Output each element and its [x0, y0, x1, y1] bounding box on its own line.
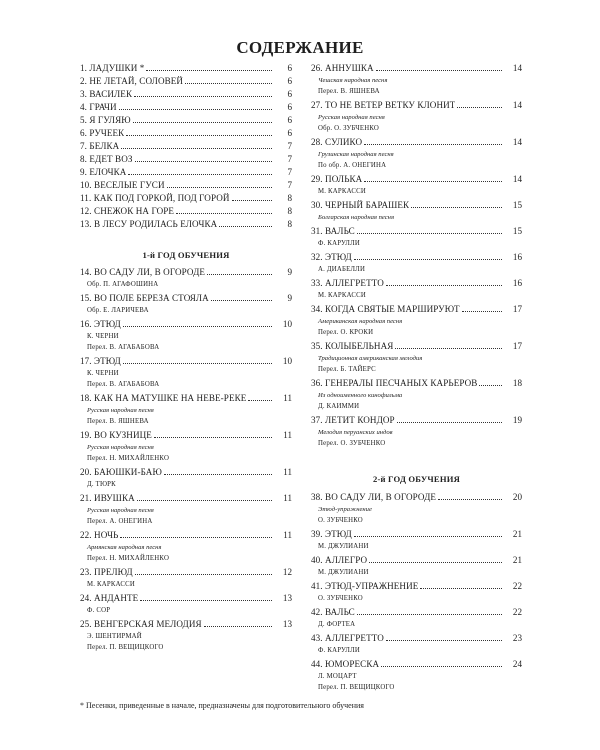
toc-entry[interactable] [80, 566, 292, 592]
toc-entry-page: 8 [287, 206, 292, 216]
page-title: СОДЕРЖАНИЕ [236, 38, 364, 57]
toc-entry[interactable] [311, 303, 522, 340]
dot-leader [462, 311, 502, 312]
toc-entry-title: 11. КАК ПОД ГОРКОЙ, ПОД ГОРОЙ [80, 193, 230, 203]
dot-leader [364, 181, 502, 182]
toc-entry-title: 13. В ЛЕСУ РОДИЛАСЬ ЕЛОЧКА [80, 219, 218, 229]
toc-entry-line [80, 114, 274, 127]
toc-entry-credit: Перел. А. ОНЕГИНА [87, 518, 153, 525]
dot-leader [232, 200, 272, 201]
year1-list [80, 266, 292, 655]
toc-entry-credit: Перел. В. ЯШНЕВА [318, 88, 380, 95]
toc-entry-credit: М. ДЖУЛИАНИ [318, 543, 369, 550]
toc-entry[interactable] [80, 140, 292, 153]
toc-entry-title: 25. ВЕНГЕРСКАЯ МЕЛОДИЯ [80, 619, 202, 629]
toc-entry-page: 7 [287, 141, 292, 151]
toc-left-column [80, 62, 292, 655]
toc-entry-credit: А. ДИАБЕЛЛИ [318, 266, 366, 273]
toc-entry-title: 37. ЛЕТИТ КОНДОР [311, 415, 395, 425]
toc-entry-title: 41. ЭТЮД-УПРАЖНЕНИЕ [311, 581, 419, 591]
toc-entry-page: 24 [512, 659, 522, 669]
dot-leader [204, 626, 272, 627]
toc-entry-title: 4. ГРАЧИ [80, 102, 117, 112]
toc-entry-page: 11 [283, 430, 292, 440]
toc-entry-credit: Перел. О. КРОКИ [318, 329, 374, 336]
year2-list [311, 491, 522, 695]
dot-leader [248, 400, 272, 401]
toc-entry[interactable] [311, 277, 522, 303]
dot-leader [134, 96, 272, 97]
toc-entry-title: 20. БАЮШКИ-БАЮ [80, 467, 162, 477]
toc-entry[interactable] [311, 225, 522, 251]
dot-leader [438, 499, 502, 500]
toc-entry-title: 28. СУЛИКО [311, 137, 363, 147]
toc-entry-title: 23. ПРЕЛЮД [80, 567, 133, 577]
toc-entry-title: 21. ИВУШКА [80, 493, 135, 503]
toc-entry-credit: Перел. Б. ТАЙЕРС [318, 366, 376, 373]
toc-entry-title: 39. ЭТЮД [311, 529, 352, 539]
toc-entry-line [311, 377, 504, 390]
toc-entry-note: Русская народная песня [318, 114, 385, 121]
toc-entry[interactable] [80, 355, 292, 392]
toc-entry-page: 16 [512, 252, 522, 262]
toc-entry-title: 24. АНДАНТЕ [80, 593, 139, 603]
toc-entry-title: 18. КАК НА МАТУШКЕ НА НЕВЕ-РЕКЕ [80, 393, 247, 403]
toc-entry-line [311, 199, 504, 212]
toc-entry-note: Американская народная песня [318, 318, 403, 325]
toc-entry-line [311, 491, 504, 504]
toc-entry-line [80, 127, 274, 140]
toc-entry-credit: Ф. СОР [87, 607, 111, 614]
toc-entry-credit: Д. ТЮРК [87, 481, 116, 488]
toc-entry-page: 9 [287, 293, 292, 303]
toc-entry-title: 10. ВЕСЕЛЫЕ ГУСИ [80, 180, 165, 190]
toc-entry-credit: Ф. КАРУЛЛИ [318, 240, 360, 247]
toc-entry-title: 26. АННУШКА [311, 63, 374, 73]
toc-entry-credit: Э. ШЕНТИРМАЙ [87, 633, 142, 640]
toc-entry-credit: Перел. В. АГАБАБОВА [87, 381, 160, 388]
toc-entry[interactable] [311, 251, 522, 277]
dot-leader [211, 300, 272, 301]
toc-entry-page: 10 [282, 319, 292, 329]
toc-entry-title: 30. ЧЕРНЫЙ БАРАШЕК [311, 200, 410, 210]
toc-entry-line [80, 153, 274, 166]
toc-entry-title: 27. ТО НЕ ВЕТЕР ВЕТКУ КЛОНИТ [311, 100, 456, 110]
toc-entry-line [80, 101, 274, 114]
dot-leader [386, 285, 502, 286]
toc-entry-page: 21 [512, 555, 522, 565]
toc-entry-title: 2. НЕ ЛЕТАЙ, СОЛОВЕЙ [80, 76, 184, 86]
toc-entry[interactable] [80, 166, 292, 179]
toc-entry-page: 16 [512, 278, 522, 288]
toc-entry[interactable] [80, 114, 292, 127]
toc-entry-line [311, 606, 504, 619]
toc-entry-title: 15. ВО ПОЛЕ БЕРЕЗА СТОЯЛА [80, 293, 209, 303]
toc-entry-line [80, 179, 274, 192]
toc-entry-credit: О. ЗУБЧЕНКО [318, 517, 363, 524]
toc-entry-title: 36. ГЕНЕРАЛЫ ПЕСЧАНЫХ КАРЬЕРОВ [311, 378, 478, 388]
toc-entry-note: Грузинская народная песня [318, 151, 394, 158]
toc-entry-page: 13 [282, 593, 292, 603]
toc-entry-note: Болгарская народная песня [318, 214, 395, 221]
toc-entry-credit: Ф. КАРУЛЛИ [318, 647, 360, 654]
toc-entry-title: 35. КОЛЫБЕЛЬНАЯ [311, 341, 394, 351]
toc-entry-page: 6 [287, 102, 292, 112]
toc-entry-page: 7 [287, 154, 292, 164]
toc-entry-page: 8 [287, 219, 292, 229]
toc-entry-credit: М. ДЖУЛИАНИ [318, 569, 369, 576]
dot-leader [176, 213, 272, 214]
toc-entry-line [80, 166, 274, 179]
toc-entry[interactable] [311, 528, 522, 554]
toc-entry-line [80, 566, 274, 579]
dot-leader [479, 385, 502, 386]
dot-leader [364, 144, 502, 145]
toc-entry-page: 14 [512, 137, 522, 147]
dot-leader [354, 259, 502, 260]
dot-leader [120, 537, 272, 538]
toc-entry[interactable] [80, 192, 292, 205]
toc-entry-line [80, 205, 274, 218]
toc-entry-page: 6 [287, 128, 292, 138]
dot-leader [154, 437, 272, 438]
dot-leader [354, 536, 502, 537]
toc-entry-line [311, 340, 504, 353]
toc-entry-title: 29. ПОЛЬКА [311, 174, 363, 184]
toc-entry-note: Русская народная песня [87, 507, 154, 514]
toc-entry[interactable] [80, 88, 292, 101]
dot-leader [128, 174, 272, 175]
entry-spacer [80, 653, 274, 655]
toc-entry-note: Мелодия перуанских индов [318, 429, 393, 436]
toc-entry-line [80, 429, 274, 442]
dot-leader [164, 474, 272, 475]
toc-entry-page: 11 [283, 530, 292, 540]
toc-entry-line [80, 392, 274, 405]
toc-entry-title: 3. ВАСИЛЕК [80, 89, 133, 99]
toc-entry-page: 10 [282, 356, 292, 366]
toc-entry[interactable] [80, 318, 292, 355]
toc-entry-page: 14 [512, 100, 522, 110]
toc-entry[interactable] [311, 173, 522, 199]
toc-entry-page: 12 [282, 567, 292, 577]
dot-leader [357, 614, 502, 615]
toc-entry-line [80, 266, 274, 279]
toc-entry-title: 19. ВО КУЗНИЦЕ [80, 430, 152, 440]
toc-entry[interactable] [80, 205, 292, 218]
toc-entry-title: 38. ВО САДУ ЛИ, В ОГОРОДЕ [311, 492, 437, 502]
toc-entry-line [311, 62, 504, 75]
toc-entry[interactable] [311, 136, 522, 173]
dot-leader [397, 422, 502, 423]
toc-entry-line [80, 492, 274, 505]
toc-entry-page: 19 [512, 415, 522, 425]
toc-entry-title: 33. АЛЛЕГРЕТТО [311, 278, 384, 288]
toc-entry-page: 17 [512, 341, 522, 351]
toc-entry-title: 22. НОЧЬ [80, 530, 119, 540]
toc-entry[interactable] [311, 580, 522, 606]
dot-leader [369, 562, 502, 563]
toc-entry-credit: По обр. А. ОНЕГИНА [318, 162, 387, 169]
toc-entry-line [311, 136, 504, 149]
toc-entry-page: 18 [512, 378, 522, 388]
toc-entry-credit: Перел. Н. МИХАЙЛЕНКО [87, 555, 170, 562]
toc-entry-line [80, 88, 274, 101]
toc-entry-credit: Д. КАИММИ [318, 403, 360, 410]
toc-entry-line [80, 618, 274, 631]
toc-entry-credit: К. ЧЕРНИ [87, 370, 119, 377]
toc-entry-line [80, 529, 274, 542]
toc-entry-line [80, 592, 274, 605]
toc-entry-line [311, 277, 504, 290]
toc-entry-line [80, 318, 274, 331]
toc-entry-line [311, 414, 504, 427]
toc-entry-title: 12. СНЕЖОК НА ГОРЕ [80, 206, 175, 216]
toc-entry-page: 7 [287, 180, 292, 190]
toc-entry-line [311, 173, 504, 186]
toc-entry-page: 11 [283, 467, 292, 477]
dot-leader [219, 226, 272, 227]
dot-leader [376, 70, 502, 71]
footnote: * Песенки, приведенные в начале, предназначены для подготовительного обучения [80, 701, 364, 710]
toc-entry-note: Из одноименного кинофильма [318, 392, 403, 399]
toc-entry-page: 6 [287, 89, 292, 99]
toc-entry-credit: О. ЗУБЧЕНКО [318, 595, 363, 602]
dot-leader [457, 107, 502, 108]
toc-entry[interactable] [80, 127, 292, 140]
dot-leader [137, 500, 272, 501]
toc-entry-page: 7 [287, 167, 292, 177]
toc-entry-line [80, 466, 274, 479]
toc-entry-page: 15 [512, 226, 522, 236]
dot-leader [357, 233, 502, 234]
toc-entry[interactable] [80, 153, 292, 166]
toc-entry-title: 31. ВАЛЬС [311, 226, 355, 236]
dot-leader [386, 640, 502, 641]
toc-entry-line [311, 99, 504, 112]
toc-entry[interactable] [311, 99, 522, 136]
toc-entry-credit: Перел. В. ЯШНЕВА [87, 418, 149, 425]
toc-entry-credit: Перел. П. ВЕЩИЦКОГО [87, 644, 164, 651]
toc-entry-page: 11 [283, 493, 292, 503]
dot-leader [420, 588, 502, 589]
toc-entry-title: 9. ЕЛОЧКА [80, 167, 127, 177]
toc-entry[interactable] [311, 414, 522, 451]
toc-entry-line [311, 580, 504, 593]
toc-entry[interactable] [80, 218, 292, 231]
toc-entry-title: 6. РУЧЕЕК [80, 128, 125, 138]
toc-entry-title: 42. ВАЛЬС [311, 607, 355, 617]
toc-entry-title: 34. КОГДА СВЯТЫЕ МАРШИРУЮТ [311, 304, 460, 314]
toc-entry-line [311, 658, 504, 671]
toc-entry-title: 5. Я ГУЛЯЮ [80, 115, 131, 125]
toc-entry-page: 15 [512, 200, 522, 210]
right-top-list [311, 62, 522, 451]
toc-entry-title: 7. БЕЛКА [80, 141, 120, 151]
toc-entry[interactable] [80, 529, 292, 566]
dot-leader [411, 207, 502, 208]
toc-entry-line [311, 554, 504, 567]
toc-entry-line [311, 303, 504, 316]
dot-leader [167, 187, 272, 188]
toc-entry-title: 32. ЭТЮД [311, 252, 352, 262]
toc-entry-page: 8 [287, 193, 292, 203]
toc-entry-credit: Перел. О. ЗУБЧЕНКО [318, 440, 386, 447]
toc-entry[interactable] [311, 554, 522, 580]
toc-entry-page: 11 [283, 393, 292, 403]
toc-entry-note: Русская народная песня [87, 407, 154, 414]
toc-entry-page: 6 [287, 63, 292, 73]
toc-entry-credit: Обр. О. ЗУБЧЕНКО [318, 125, 380, 132]
dot-leader [135, 574, 272, 575]
toc-entry-note: Чешская народная песня [318, 77, 388, 84]
toc-entry[interactable] [311, 632, 522, 658]
dot-leader [121, 148, 272, 149]
toc-entry[interactable] [80, 466, 292, 492]
toc-entry-note: Этюд-упражнение [318, 506, 372, 513]
toc-entry-page: 14 [512, 63, 522, 73]
toc-entry-title: 1. ЛАДУШКИ * [80, 63, 145, 73]
toc-entry[interactable] [311, 377, 522, 414]
toc-entry-page: 17 [512, 304, 522, 314]
toc-entry[interactable] [311, 340, 522, 377]
toc-entry-line [311, 225, 504, 238]
toc-entry-page: 13 [282, 619, 292, 629]
toc-entry-credit: Перел. П. ВЕЩИЦКОГО [318, 684, 395, 691]
toc-entry-credit: М. КАРКАССИ [318, 292, 366, 299]
entry-spacer [311, 449, 504, 451]
dot-leader [146, 70, 272, 71]
toc-entry-page: 22 [512, 607, 522, 617]
dot-leader [381, 666, 502, 667]
toc-entry-credit: Обр. П. АГАФОШИНА [87, 281, 159, 288]
toc-entry-line [80, 140, 274, 153]
toc-entry[interactable] [80, 429, 292, 466]
toc-entry-credit: М. КАРКАССИ [87, 581, 135, 588]
toc-entry-title: 16. ЭТЮД [80, 319, 121, 329]
toc-entry-line [311, 632, 504, 645]
toc-entry-line [80, 218, 274, 231]
toc-entry-line [80, 292, 274, 305]
toc-entry-note: Армянская народная песня [87, 544, 162, 551]
toc-entry-note: Русская народная песня [87, 444, 154, 451]
toc-entry-credit: Обр. Е. ЛАРИЧЕВА [87, 307, 149, 314]
dot-leader [140, 600, 272, 601]
toc-entry[interactable] [80, 618, 292, 655]
dot-leader [207, 274, 272, 275]
toc-entry-title: 43. АЛЛЕГРЕТТО [311, 633, 384, 643]
toc-entry-page: 9 [287, 267, 292, 277]
toc-entry-line [311, 528, 504, 541]
toc-entry[interactable] [311, 62, 522, 99]
toc-entry-page: 6 [287, 76, 292, 86]
toc-entry[interactable] [311, 199, 522, 225]
dot-leader [135, 161, 272, 162]
toc-right-column [311, 62, 522, 695]
toc-entry[interactable] [311, 658, 522, 695]
toc-entry-page: 20 [512, 492, 522, 502]
toc-entry-credit: К. ЧЕРНИ [87, 333, 119, 340]
toc-entry-credit: М. КАРКАССИ [318, 188, 366, 195]
intro-list [80, 62, 292, 231]
toc-entry[interactable] [311, 606, 522, 632]
toc-entry-title: 8. ЕДЕТ ВОЗ [80, 154, 133, 164]
toc-entry-line [80, 75, 274, 88]
year1-heading: 1-й ГОД ОБУЧЕНИЯ [142, 250, 230, 260]
dot-leader [395, 348, 502, 349]
toc-entry-page: 23 [512, 633, 522, 643]
entry-spacer [311, 693, 504, 695]
dot-leader [123, 363, 272, 364]
dot-leader [126, 135, 272, 136]
toc-entry-line [80, 62, 274, 75]
toc-entry[interactable] [80, 392, 292, 429]
toc-entry-page: 22 [512, 581, 522, 591]
toc-entry-credit: Д. ФОРТЕА [318, 621, 356, 628]
toc-entry-note: Традиционная американская мелодия [318, 355, 423, 362]
toc-entry-credit: Перел. В. АГАБАБОВА [87, 344, 160, 351]
toc-entry[interactable] [80, 292, 292, 318]
toc-entry[interactable] [80, 62, 292, 75]
toc-entry-line [80, 192, 274, 205]
toc-entry-line [311, 251, 504, 264]
toc-entry[interactable] [80, 101, 292, 114]
toc-entry[interactable] [80, 75, 292, 88]
toc-entry[interactable] [80, 492, 292, 529]
toc-entry-line [80, 355, 274, 368]
dot-leader [185, 83, 272, 84]
toc-entry-title: 17. ЭТЮД [80, 356, 121, 366]
toc-entry[interactable] [80, 266, 292, 292]
toc-entry-page: 6 [287, 115, 292, 125]
toc-entry[interactable] [80, 592, 292, 618]
toc-entry-page: 21 [512, 529, 522, 539]
toc-entry[interactable] [80, 179, 292, 192]
dot-leader [123, 326, 272, 327]
toc-entry-title: 14. ВО САДУ ЛИ, В ОГОРОДЕ [80, 267, 206, 277]
dot-leader [119, 109, 272, 110]
toc-entry-title: 44. ЮМОРЕСКА [311, 659, 380, 669]
toc-entry-page: 14 [512, 174, 522, 184]
toc-entry[interactable] [311, 491, 522, 528]
toc-entry-title: 40. АЛЛЕГРО [311, 555, 368, 565]
toc-entry-credit: Перел. Н. МИХАЙЛЕНКО [87, 455, 170, 462]
toc-entry-credit: Л. МОЦАРТ [318, 673, 357, 680]
year2-heading: 2-й ГОД ОБУЧЕНИЯ [372, 474, 460, 484]
dot-leader [133, 122, 272, 123]
